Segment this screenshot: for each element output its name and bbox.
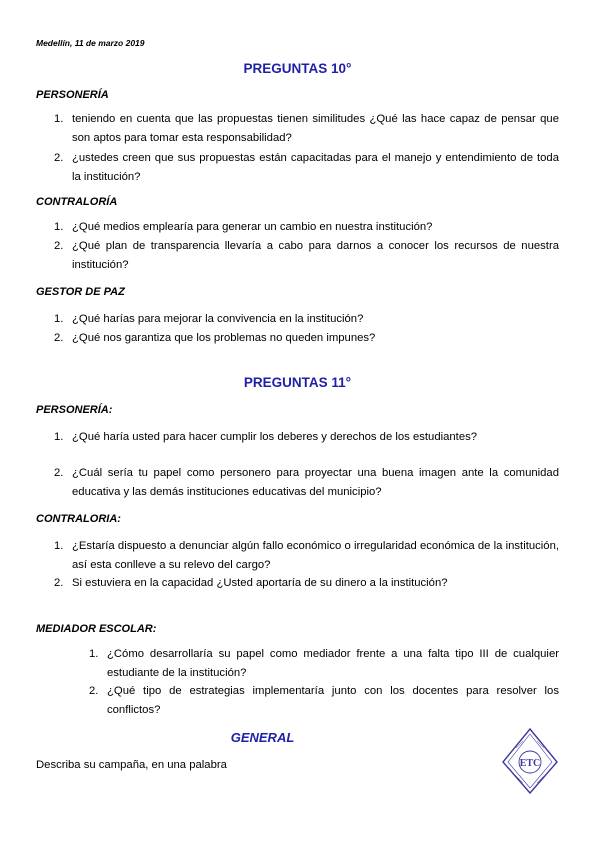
list-item: [54, 237, 559, 275]
item-text: Si estuviera en la capacidad ¿Usted aportaría de su dinero a la institución?: [72, 577, 448, 589]
item-number: 1.: [89, 648, 99, 660]
item-text: ¿Cuál sería tu papel como personero para proyectar una buena imagen ante la comunidad educativa y las demás instituciones educativas del municipio?: [72, 467, 559, 498]
list-item: [54, 110, 559, 148]
grade11-mediador-heading: MEDIADOR ESCOLAR:: [36, 623, 157, 635]
list-item: [54, 428, 559, 447]
item-number: 1.: [54, 113, 64, 125]
logo-initials: ETC: [519, 758, 541, 769]
item-text: teniendo en cuenta que las propuestas tienen similitudes ¿Qué las hace capaz de pensar que son aptos para tomar esta responsabilidad?: [72, 113, 559, 144]
list-item: [54, 310, 559, 329]
item-number: 2.: [54, 577, 64, 589]
item-number: 2.: [89, 685, 99, 697]
grade10-personeria-heading: PERSONERÍA: [36, 89, 109, 101]
list-item: [54, 574, 559, 593]
item-text: ¿Cómo desarrollaría su papel como mediador frente a una falta tipo III de cualquier estudiante de la institución?: [107, 648, 559, 679]
item-text: ¿Estaría dispuesto a denunciar algún fallo económico o irregularidad económica de la institución, así esta conlleve a su relevo del cargo?: [72, 540, 559, 571]
item-text: ¿Qué nos garantiza que los problemas no queden impunes?: [72, 332, 376, 344]
list-item: [54, 149, 559, 187]
grade10-title: PREGUNTAS 10°: [243, 61, 352, 76]
list-item: [89, 645, 559, 683]
grade11-personeria-heading: PERSONERÍA:: [36, 404, 113, 416]
item-number: 2.: [54, 467, 64, 479]
general-prompt: Describa su campaña, en una palabra: [36, 759, 227, 771]
item-number: 1.: [54, 540, 64, 552]
item-text: ¿Qué haría usted para hacer cumplir los deberes y derechos de los estudiantes?: [72, 431, 478, 443]
item-text: ¿Qué harías para mejorar la convivencia en la institución?: [72, 313, 364, 325]
grade10-contraloria-heading: CONTRALORÍA: [36, 196, 118, 208]
document-date: Medellín, 11 de marzo 2019: [36, 38, 145, 48]
item-number: 2.: [54, 152, 64, 164]
grade10-gestor-heading: GESTOR DE PAZ: [36, 286, 125, 298]
list-item: [54, 537, 559, 575]
school-logo-icon: [501, 726, 559, 796]
grade11-contraloria-heading: CONTRALORIA:: [36, 513, 121, 525]
item-text: ¿Qué tipo de estrategias implementaría junto con los docentes para resolver los conflictos?: [107, 685, 559, 716]
item-text: ¿ustedes creen que sus propuestas están capacitadas para el manejo y entendimiento de toda la institución?: [72, 152, 559, 183]
list-item: [54, 218, 559, 237]
list-item: [54, 329, 559, 348]
item-number: 1.: [54, 431, 64, 443]
item-number: 2.: [54, 332, 64, 344]
item-text: ¿Qué medios emplearía para generar un cambio en nuestra institución?: [72, 221, 433, 233]
list-item: [89, 682, 559, 720]
item-number: 2.: [54, 240, 64, 252]
general-title: GENERAL: [230, 730, 295, 745]
item-text: ¿Qué plan de transparencia llevaría a cabo para darnos a conocer los recursos de nuestra institución?: [72, 240, 559, 271]
item-number: 1.: [54, 313, 64, 325]
list-item: [54, 464, 559, 502]
item-number: 1.: [54, 221, 64, 233]
grade11-title: PREGUNTAS 11°: [243, 375, 352, 390]
